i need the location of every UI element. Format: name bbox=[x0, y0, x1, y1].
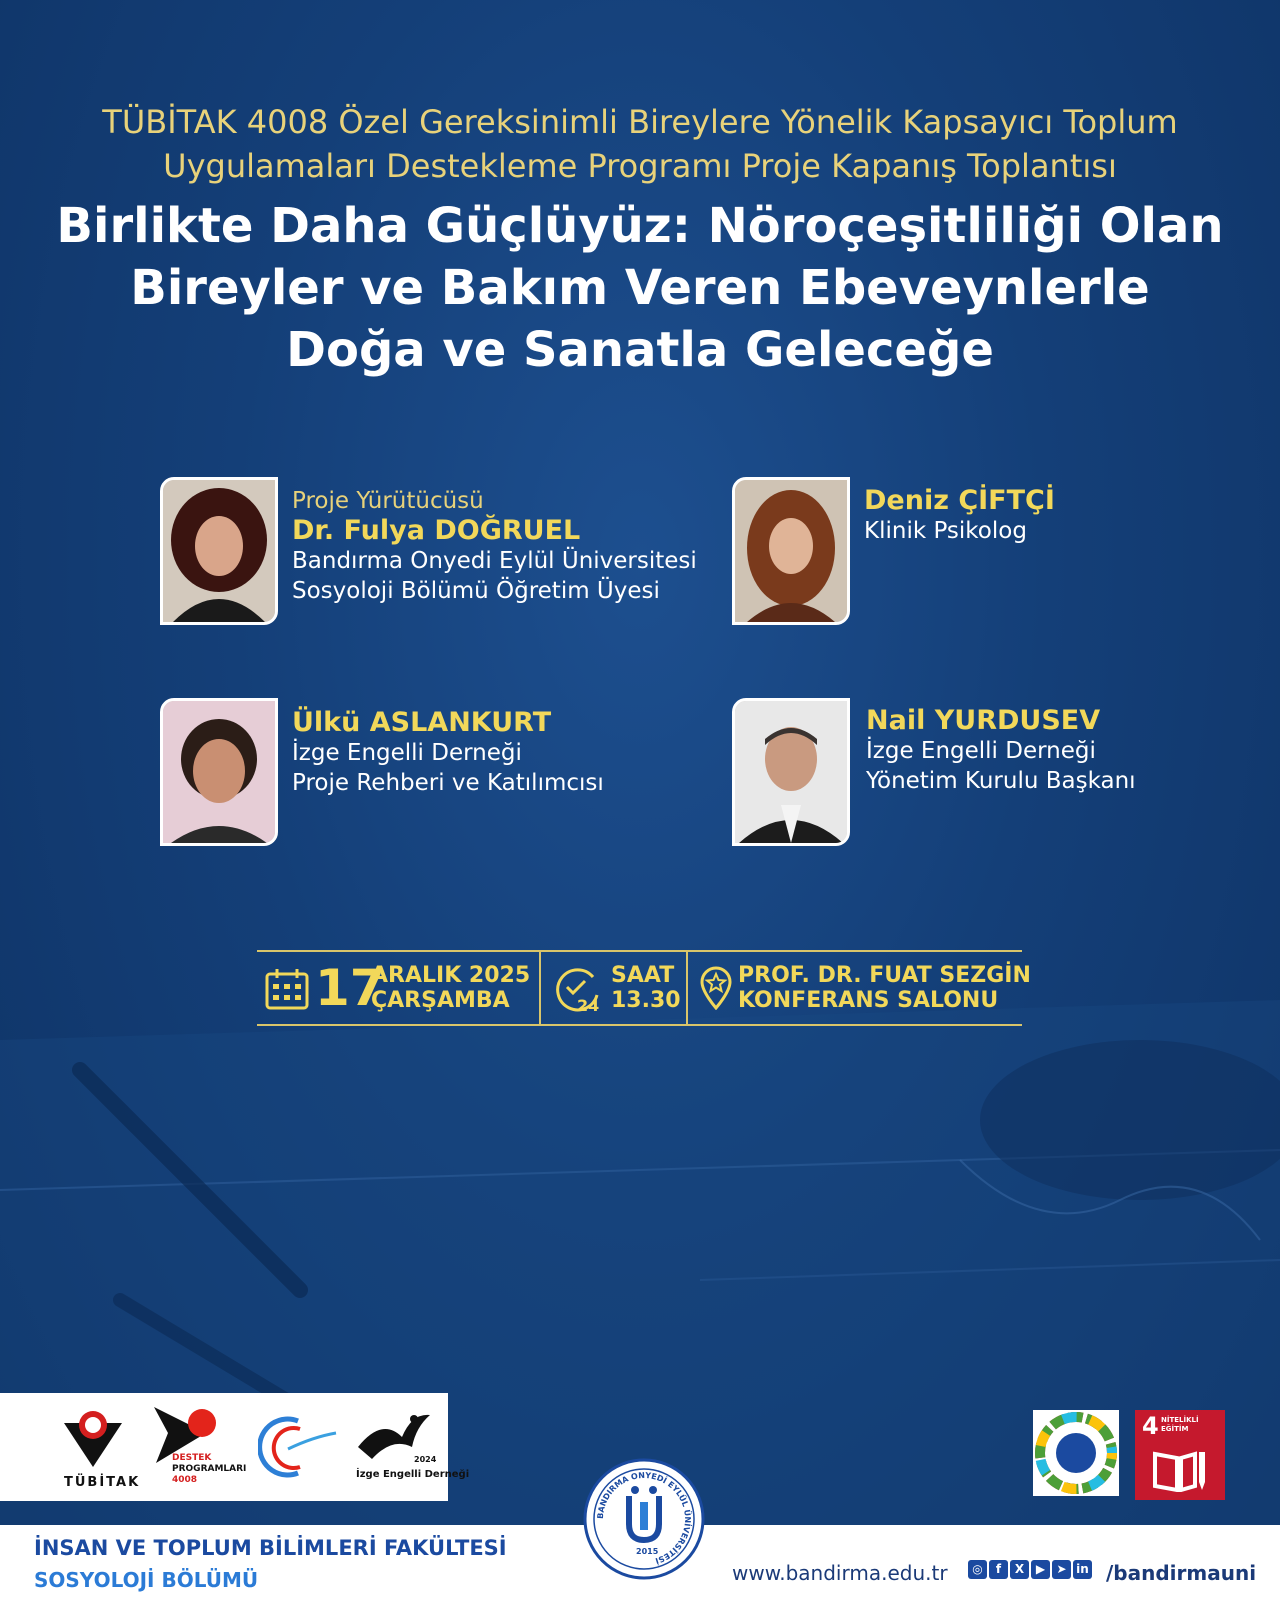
university-seal-logo bbox=[583, 1458, 705, 1580]
speaker-title: Yönetim Kurulu Başkanı bbox=[866, 768, 1136, 794]
destek-label-2: PROGRAMLARI bbox=[172, 1464, 247, 1474]
venue-line-2: KONFERANS SALONU bbox=[738, 988, 999, 1013]
subtitle-line-2: Uygulamaları Destekleme Programı Proje Kapanış Toplantısı bbox=[163, 147, 1117, 185]
destek-label-1: DESTEK bbox=[172, 1453, 212, 1463]
event-day: 17 bbox=[315, 959, 385, 1017]
sdg-4-quality-education-logo bbox=[1135, 1410, 1225, 1500]
speaker-affiliation: İzge Engelli Derneği bbox=[292, 740, 522, 766]
event-time bbox=[541, 952, 686, 1024]
speaker-photo-nail bbox=[732, 698, 850, 846]
speaker-info-fulya bbox=[292, 486, 697, 606]
speaker-affiliation: Bandırma Onyedi Eylül Üniversitesi bbox=[292, 548, 697, 574]
partner-logos bbox=[0, 1393, 470, 1501]
event-details-bar bbox=[257, 950, 1031, 1026]
event-title bbox=[30, 195, 1250, 381]
speaker-photo-fulya bbox=[160, 477, 278, 625]
izge-label: İzge Engelli Derneği bbox=[356, 1469, 470, 1480]
event-time-label: SAAT bbox=[611, 963, 675, 988]
speaker-photo-ulku bbox=[160, 698, 278, 846]
sdg-goal-line-2: EĞİTİM bbox=[1161, 1425, 1189, 1433]
clock-24-icon bbox=[553, 965, 603, 1013]
speaker-name: Dr. Fulya DOĞRUEL bbox=[292, 515, 581, 546]
instagram-icon[interactable]: ◎ bbox=[968, 1560, 987, 1579]
department-name: SOSYOLOJİ BÖLÜMÜ bbox=[34, 1568, 259, 1592]
event-venue bbox=[688, 952, 1031, 1024]
youtube-icon[interactable]: ▶ bbox=[1031, 1560, 1050, 1579]
title-line-3: Doğa ve Sanatla Geleceğe bbox=[286, 322, 994, 378]
facebook-icon[interactable]: f bbox=[989, 1560, 1008, 1579]
speaker-title: Klinik Psikolog bbox=[864, 518, 1027, 544]
telegram-icon[interactable]: ➤ bbox=[1052, 1560, 1071, 1579]
speaker-photo-deniz bbox=[732, 477, 850, 625]
social-icons bbox=[968, 1559, 1094, 1585]
speaker-title: Sosyoloji Bölümü Öğretim Üyesi bbox=[292, 578, 660, 604]
destek-programlari-logo bbox=[150, 1403, 247, 1493]
title-line-2: Bireyler ve Bakım Veren Ebeveynlerle bbox=[130, 260, 1150, 316]
seal-university-text: BANDIRMA ONYEDİ EYLÜL ÜNİVERSİTESİ bbox=[595, 1470, 693, 1566]
speaker-affiliation: İzge Engelli Derneği bbox=[866, 738, 1096, 764]
event-date bbox=[257, 952, 539, 1024]
university-swoosh-logo bbox=[258, 1415, 338, 1479]
destek-label-3: 4008 bbox=[172, 1475, 198, 1485]
event-subtitle bbox=[40, 100, 1240, 188]
sdg-goal-line-1: NİTELİKLİ bbox=[1161, 1416, 1199, 1424]
tubitak-label: TÜBİTAK bbox=[64, 1475, 141, 1490]
speaker-title: Proje Rehberi ve Katılımcısı bbox=[292, 770, 604, 796]
event-weekday: ÇARŞAMBA bbox=[371, 988, 510, 1013]
sdg-goal-number: 4 bbox=[1142, 1412, 1159, 1440]
location-pin-icon bbox=[700, 966, 732, 1010]
social-handle[interactable]: /bandirmauni bbox=[1106, 1561, 1257, 1585]
title-line-1: Birlikte Daha Güçlüyüz: Nöroçeşitliliği Olan bbox=[56, 198, 1224, 254]
event-month-year: ARALIK 2025 bbox=[371, 963, 531, 988]
calendar-icon bbox=[265, 968, 309, 1010]
tubitak-logo bbox=[58, 1403, 141, 1493]
book-pencil-icon bbox=[1151, 1448, 1209, 1492]
speaker-info-deniz bbox=[864, 486, 1055, 546]
speaker-name: Nail YURDUSEV bbox=[866, 705, 1101, 736]
seal-year: 2015 bbox=[636, 1547, 659, 1556]
linkedin-icon[interactable]: in bbox=[1073, 1560, 1092, 1579]
website-link[interactable]: www.bandirma.edu.tr bbox=[732, 1561, 948, 1585]
izge-year: 2024 bbox=[414, 1455, 437, 1464]
faculty-name: İNSAN VE TOPLUM BİLİMLERİ FAKÜLTESİ bbox=[34, 1536, 507, 1560]
event-time-value: 13.30 bbox=[611, 988, 681, 1013]
speaker-info-nail bbox=[866, 706, 1136, 796]
speaker-role: Proje Yürütücüsü bbox=[292, 488, 484, 514]
subtitle-line-1: TÜBİTAK 4008 Özel Gereksinimli Bireylere Yönelik Kapsayıcı Toplum bbox=[102, 103, 1178, 141]
speaker-name: Ülkü ASLANKURT bbox=[292, 707, 552, 738]
sdg-wheel-logo bbox=[1033, 1410, 1119, 1496]
izge-dernegi-logo bbox=[352, 1407, 470, 1491]
speaker-info-ulku bbox=[292, 708, 604, 798]
clock-24-text: 24 bbox=[577, 996, 600, 1013]
speaker-name: Deniz ÇİFTÇİ bbox=[864, 485, 1055, 516]
x-icon[interactable]: X bbox=[1010, 1560, 1029, 1579]
venue-line-1: PROF. DR. FUAT SEZGİN bbox=[738, 963, 1031, 988]
